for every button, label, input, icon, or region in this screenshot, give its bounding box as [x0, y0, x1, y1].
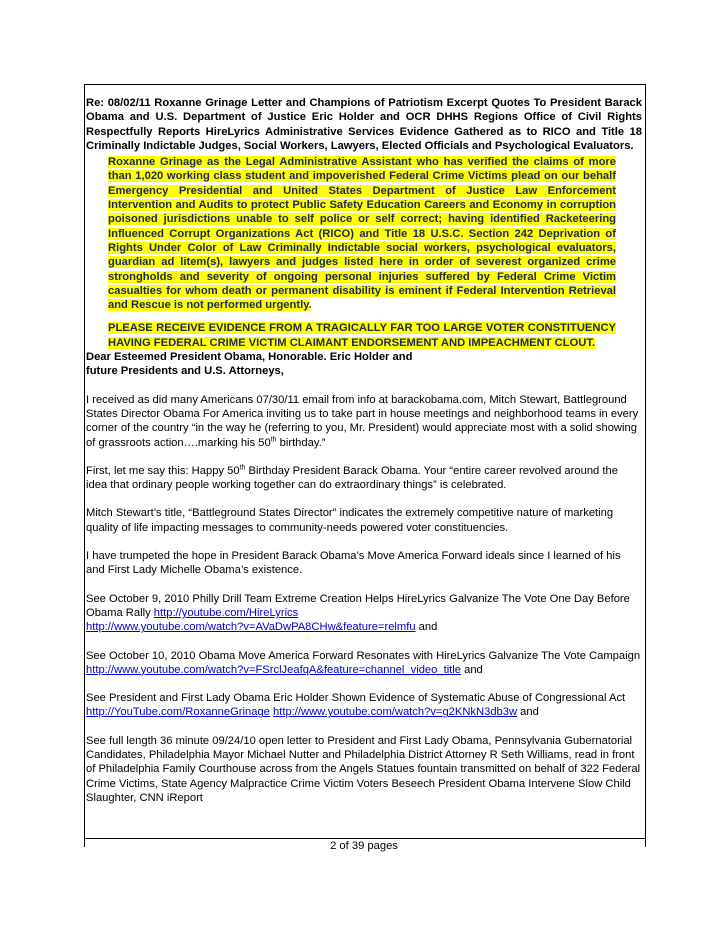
paragraph-text: See October 9, 2010 Philly Drill Team Extreme Creation Helps HireLyrics Galvanize The Vote One Day Before Obama Rally: [86, 592, 630, 619]
page-number: 2 of 39 pages: [330, 840, 398, 852]
salutation-line: future Presidents and U.S. Attorneys,: [86, 365, 284, 378]
youtube-video-link[interactable]: http://www.youtube.com/watch?v=g2KNkN3db3w: [273, 706, 518, 719]
highlight-text: PLEASE RECEIVE EVIDENCE FROM A TRAGICALLY FAR TOO LARGE VOTER CONSTITUENCY HAVING FEDERAL CRIME VICTIM CLAIMANT ENDORSEMENT AND IMPEACHMENT CLOUT.: [108, 322, 616, 349]
paragraph-text: birthday.”: [276, 436, 326, 449]
hirelyrics-youtube-link[interactable]: http://youtube.com/HireLyrics: [153, 606, 299, 619]
highlight-text: Roxanne Grinage as the Legal Administrative Assistant who has verified the claims of more than 1,020 working class student and impoverished Federal Crime Victims plead on our behalf Emergency Presidential and United States Department of Justice Law Enforcement Intervention and Audits to protect Public Safety Education Careers and Economy in corruption poisoned jurisdictions unable to self police or self correct; having identified Racketeering Influenced Corrupt Organizations Act (RICO) and Title 18 U.S.C. Section 242 Deprivation of Rights Under Color of Law Criminally Indictable social workers, psychological evaluators, guardian ad litem(s), lawyers and judges listed here in order of severest organized crime strongholds and severity of ongoing personal injuries suffered by Federal Crime Victim casualties for whom death or permanent disability is eminent if Federal Intervention Retrieval and Rescue is not performed urgently: [108, 156, 616, 312]
highlighted-paragraph: [108, 155, 616, 312]
body-paragraph: [86, 464, 642, 493]
body-paragraph: [86, 393, 642, 450]
roxanne-youtube-link[interactable]: http://YouTube.com/RoxanneGrinage: [86, 706, 270, 719]
paragraph-text: See President and First Lady Obama Eric Holder Shown Evidence of Systematic Abuse of Congressional Act: [86, 692, 626, 705]
paragraph-text: and: [517, 706, 539, 719]
paragraph-text: and: [461, 663, 483, 676]
ordinal-suffix: th: [270, 435, 277, 443]
body-paragraph: I have trumpeted the hope in President Barack Obama’s Move America Forward ideals since I learned of his and First Lady Michelle Obama’s existence.: [86, 550, 621, 577]
highlighted-statement: [108, 155, 616, 350]
paragraph-text: First, let me say this: Happy 50: [86, 464, 240, 477]
youtube-video-link[interactable]: http://www.youtube.com/watch?v=AVaDwPA8CHw&feature=relmfu: [86, 621, 416, 634]
salutation-line: Dear Esteemed President Obama, Honorable. Eric Holder and: [86, 351, 413, 364]
youtube-video-link[interactable]: http://www.youtube.com/watch?v=FSrclJeafqA&feature=channel_video_title: [86, 663, 461, 676]
body-paragraph: [86, 592, 642, 635]
body-paragraph: [86, 649, 642, 678]
body-paragraph: Mitch Stewart’s title, “Battleground States Director” indicates the extremely competitive nature of marketing quality of life impacting messages to community-needs powered voter constituencies.: [86, 507, 614, 534]
ordinal-suffix: th: [239, 464, 246, 472]
paragraph-text: I received as did many Americans 07/30/11 email from info at barackobama.com, Mitch Stewart, Battleground States Director Obama For America inviting us to take part in house meetings and neighborhood teams in every corner of the country “in the way he (referring to you, Mr. President) would appreciate most with a solid showing of grassroots action….marking his 50: [86, 393, 639, 449]
highlight-period: .: [308, 299, 312, 312]
highlighted-paragraph: [108, 321, 616, 350]
document-body: [86, 96, 642, 805]
paragraph-text: See October 10, 2010 Obama Move America Forward Resonates with HireLyrics Galvanize The Vote Campaign: [86, 649, 641, 662]
paragraph-text: Birthday President Barack Obama. Your “entire career revolved around the idea that ordinary people working together can do extraordinary things” is celebrated.: [86, 464, 618, 492]
salutation: [86, 350, 642, 379]
subject-heading: Re: 08/02/11 Roxanne Grinage Letter and Champions of Patriotism Excerpt Quotes To President Barack Obama and U.S. Department of Justice Eric Holder and OCR DHHS Regions Office of Civil Rights Respectfully Reports HireLyrics Administrative Services Evidence Gathered as to RICO and Title 18 Criminally Indictable Judges, Social Workers, Lawyers, Elected Officials and Psychological Evaluators.: [86, 97, 642, 152]
body-paragraph: [86, 691, 642, 720]
paragraph-text: and: [415, 621, 438, 634]
body-paragraph: See full length 36 minute 09/24/10 open letter to President and First Lady Obama, Pennsylvania Gubernatorial Candidates, Philadelphia Mayor Michael Nutter and Philadelphia District Attorney R Seth Williams, read in front of Philadelphia Family Courthouse across from the Angels Statues fountain transmitted on behalf of 322 Federal Crime Victims, State Agency Malpractice Crime Victim Voters Beseech President Obama Intervene Slow Child Slaughter, CNN iReport: [86, 734, 641, 804]
